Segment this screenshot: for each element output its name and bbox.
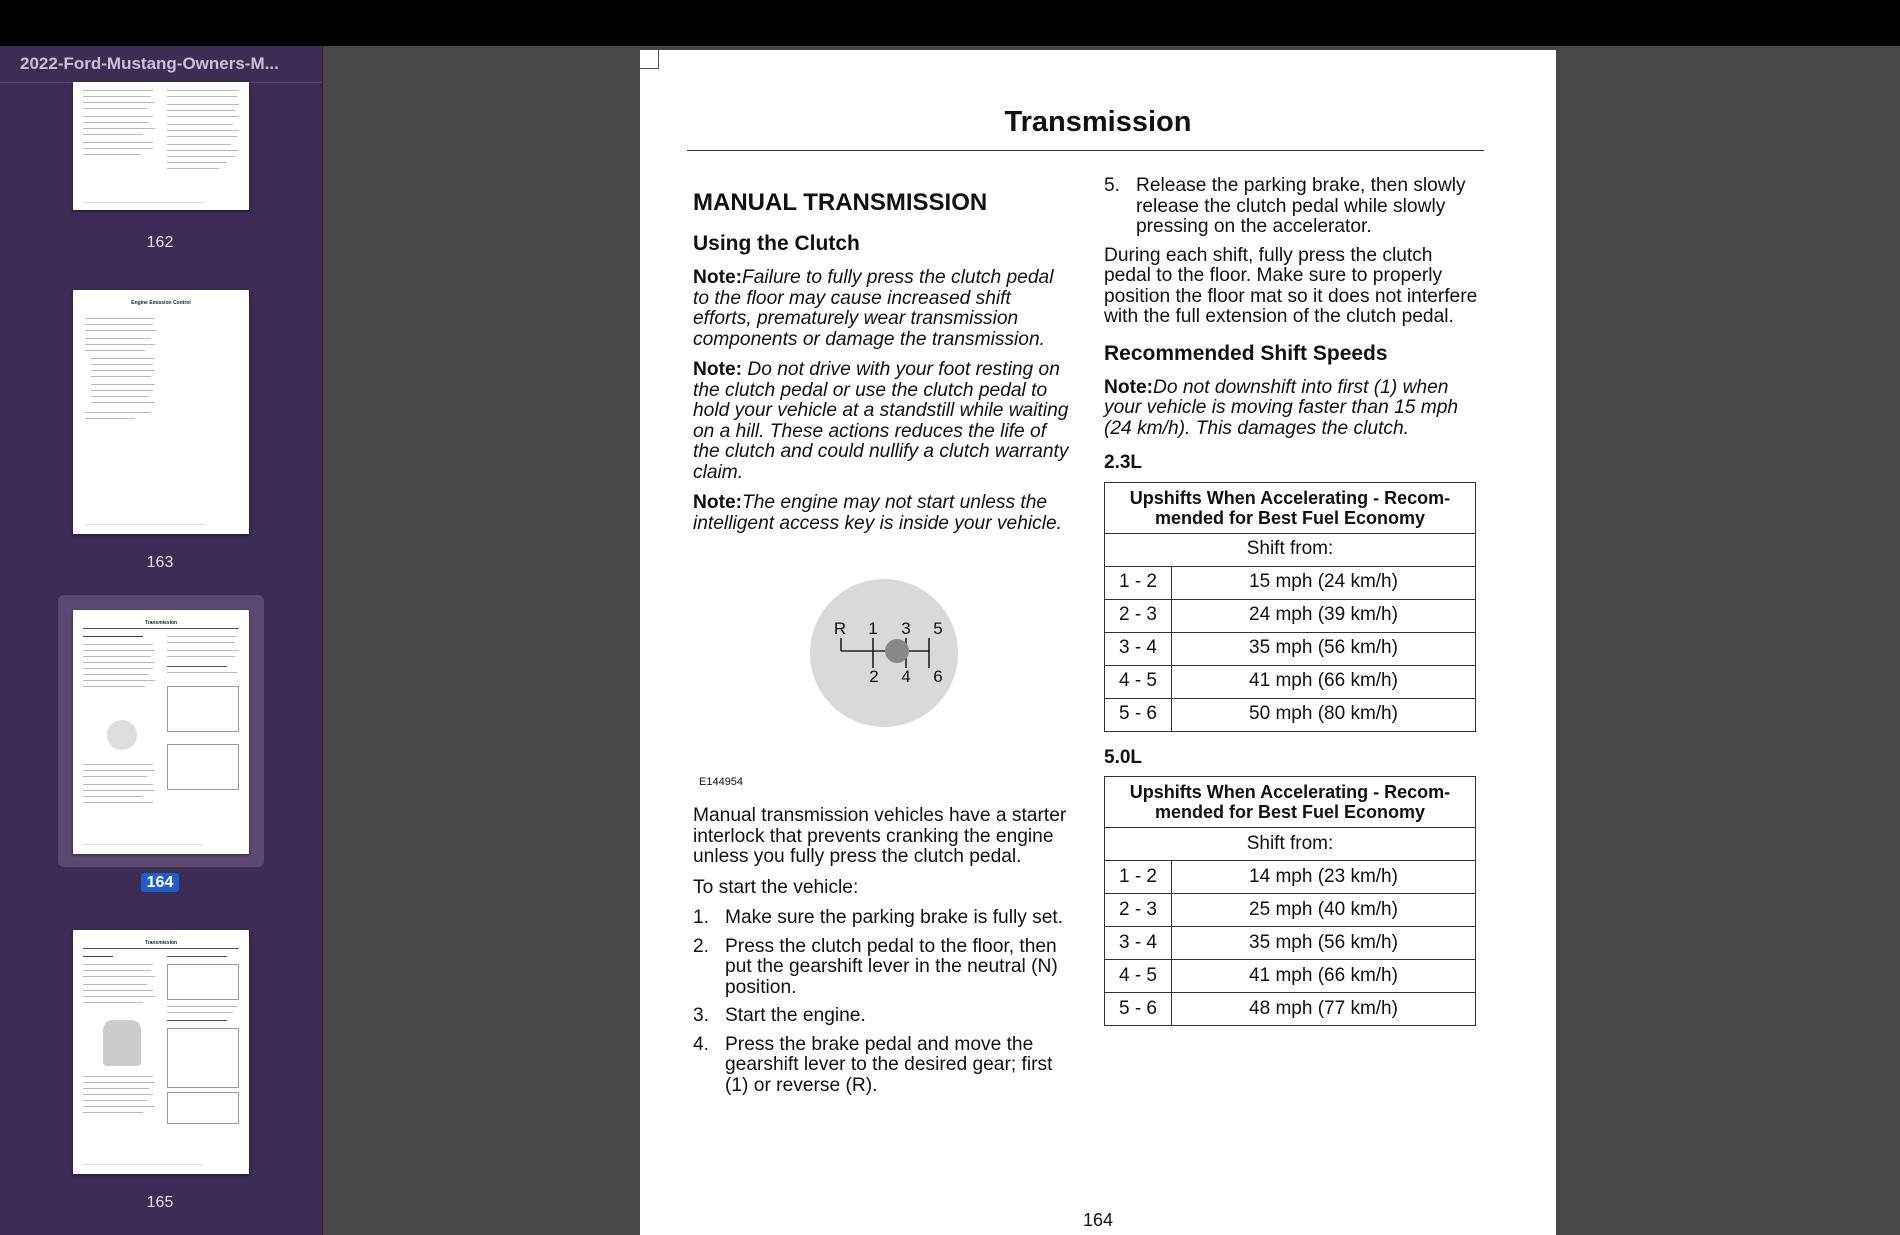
shift-knob-circle xyxy=(810,579,958,727)
table-row: 2 - 3 24 mph (39 km/h) xyxy=(1105,599,1476,632)
thumbnail-title: Transmission xyxy=(144,620,178,626)
note-text: Do not drive with your foot resting on the clutch pedal or use the clutch pedal to hold your vehicle at a standstill while waiting on a hill. These actions reduces the life of the clutch and could nullify a clutch warranty claim. xyxy=(693,359,1069,483)
table-row: 1 - 2 15 mph (24 km/h) xyxy=(1105,566,1476,599)
table-row: 3 - 4 35 mph (56 km/h) xyxy=(1105,632,1476,665)
table-row: 5 - 6 48 mph (77 km/h) xyxy=(1105,993,1476,1026)
gear-label-r: R xyxy=(833,619,847,638)
gear-label-2: 2 xyxy=(869,667,879,686)
note-foot-resting xyxy=(693,360,1073,483)
note-clutch-pedal xyxy=(693,268,1073,350)
interlock-paragraph: Manual transmission vehicles have a starter interlock that prevents cranking the engine unless you fully press the clutch pedal. xyxy=(693,805,1067,867)
gear-label-6: 6 xyxy=(933,667,943,686)
note-label: Note: xyxy=(693,492,743,513)
note-access-key xyxy=(693,493,1073,534)
table-row: 4 - 5 41 mph (66 km/h) xyxy=(1105,960,1476,993)
gear-label-4: 4 xyxy=(901,667,911,686)
left-column xyxy=(693,190,1073,1104)
gear-label-5: 5 xyxy=(933,619,943,638)
page-thumbnail-163[interactable] xyxy=(73,290,249,534)
table-subheader: Shift from: xyxy=(1105,828,1476,861)
section-title: MANUAL TRANSMISSION xyxy=(693,189,988,216)
page-corner-mark xyxy=(640,50,659,69)
document-title: 2022-Ford-Mustang-Owners-M... xyxy=(20,54,279,73)
start-steps-list-continued xyxy=(1104,176,1484,238)
page-thumbnail-165[interactable] xyxy=(73,930,249,1174)
page-number-162[interactable]: 162 xyxy=(146,234,174,251)
list-item: 2. Press the clutch pedal to the floor, then put the gearshift lever in the neutral (N) position. xyxy=(693,935,1058,998)
figure-caption: E144954 xyxy=(699,775,744,788)
thumbnail-title: Engine Emission Control xyxy=(131,300,191,306)
thumbnail-title: Transmission xyxy=(144,940,178,946)
shift-ball xyxy=(885,639,909,663)
engine-label-2-3l: 2.3L xyxy=(1104,452,1143,473)
gear-label-1: 1 xyxy=(868,619,878,638)
thumbnail-sidebar[interactable] xyxy=(0,46,323,1235)
gearshift-pattern-diagram xyxy=(693,576,1073,796)
note-text: The engine may not start unless the intelligent access key is inside your vehicle. xyxy=(693,492,1063,534)
document-page xyxy=(640,50,1556,1235)
list-item: 5. Release the parking brake, then slowly release the clutch pedal while slowly pressing on the accelerator. xyxy=(1104,175,1466,237)
table-header: Upshifts When Accelerating - Recom-mended for Best Fuel Economy xyxy=(1105,482,1476,533)
list-item: 1. Make sure the parking brake is fully set. xyxy=(693,907,1064,928)
table-header: Upshifts When Accelerating - Recom-mended for Best Fuel Economy xyxy=(1105,777,1476,828)
table-row: 5 - 6 50 mph (80 km/h) xyxy=(1105,698,1476,731)
note-label: Note: xyxy=(1104,376,1154,398)
note-label: Note: xyxy=(693,267,743,288)
page-footer-number: 164 xyxy=(1082,1210,1114,1230)
page-number-163[interactable]: 163 xyxy=(146,554,174,571)
page-thumbnail-162[interactable] xyxy=(73,82,249,210)
table-row: 3 - 4 35 mph (56 km/h) xyxy=(1105,927,1476,960)
table-row: 1 - 2 14 mph (23 km/h) xyxy=(1105,861,1476,894)
window-title-bar xyxy=(0,0,1900,46)
recommended-shift-speeds-title: Recommended Shift Speeds xyxy=(1104,341,1388,365)
note-downshift xyxy=(1104,378,1484,440)
gear-label-3: 3 xyxy=(901,619,911,638)
note-label: Note: xyxy=(693,359,743,380)
table-subheader: Shift from: xyxy=(1105,533,1476,566)
shift-paragraph: During each shift, fully press the clutch pedal to the floor. Make sure to properly position the floor mat so it does not interfere with the full extension of the clutch pedal. xyxy=(1104,244,1478,327)
start-intro: To start the vehicle: xyxy=(693,876,859,898)
table-row: 4 - 5 41 mph (66 km/h) xyxy=(1105,665,1476,698)
note-text: Do not downshift into first (1) when your vehicle is moving faster than 15 mph (24 km/h). This damages the clutch. xyxy=(1104,376,1459,439)
list-item: 3. Start the engine. xyxy=(693,1005,866,1026)
start-steps-list xyxy=(693,908,1073,1096)
table-row: 2 - 3 25 mph (40 km/h) xyxy=(1105,894,1476,927)
shift-table-5-0l xyxy=(1104,776,1476,1026)
subsection-title: Using the Clutch xyxy=(693,232,860,255)
title-rule xyxy=(687,150,1484,151)
right-column xyxy=(1104,175,1484,1042)
selected-page-badge: 164 xyxy=(141,873,180,892)
page-title: Transmission xyxy=(1004,106,1192,138)
note-text: Failure to fully press the clutch pedal to the floor may cause increased shift efforts, prematurely wear transmission components or damage the transmission. xyxy=(693,267,1054,350)
engine-label-5-0l: 5.0L xyxy=(1104,746,1143,768)
list-item: 4. Press the brake pedal and move the gearshift lever to the desired gear; first (1) or reverse (R). xyxy=(693,1033,1053,1096)
page-number-165[interactable]: 165 xyxy=(146,1194,174,1211)
page-thumbnail-164[interactable] xyxy=(73,610,249,854)
gearshift-pattern-figure xyxy=(693,576,1073,796)
shift-table-2-3l xyxy=(1104,482,1476,732)
page-number-164[interactable] xyxy=(110,874,210,892)
